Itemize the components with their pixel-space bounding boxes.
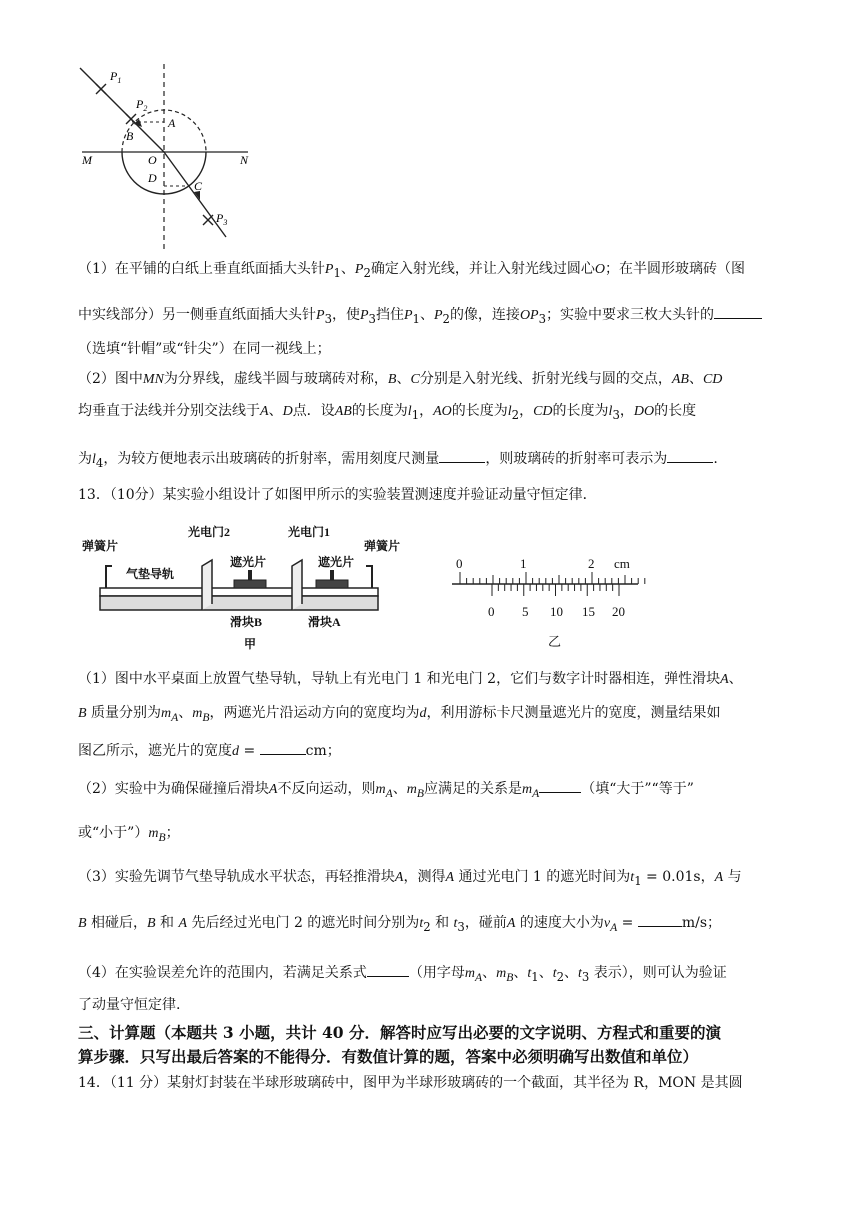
- q12-part1-line2: 中实线部分）另一侧垂直纸面插大头针$P_3$，使$P_3$挡住$P_1$、$P_2$的像，连接$OP_3$；实验中要求三枚大头针的: [78, 302, 784, 330]
- svg-text:P2: $P_2$: [136, 97, 148, 113]
- svg-text:遮光片: 遮光片: [230, 555, 267, 569]
- vernier-caliper: [446, 550, 646, 660]
- label-c: C: [194, 179, 203, 193]
- svg-text:0: 0: [488, 604, 495, 619]
- svg-text:5: 5: [522, 604, 529, 619]
- q13-part1-line1: （1）图中水平桌面上放置气垫导轨，导轨上有光电门 1 和光电门 2，它们与数字计时器相连，弹性滑块A、: [78, 671, 743, 687]
- q12-part1-line1: （1）在平铺的白纸上垂直纸面插大头针$P_1$、$P_2$确定入射光线，并让入射光线过圆心O；在半圆形玻璃砖（图: [78, 261, 745, 280]
- svg-text:滑块B: 滑块B: [230, 615, 263, 629]
- svg-text:弹簧片: 弹簧片: [82, 539, 119, 553]
- svg-text:0: 0: [456, 556, 463, 571]
- q13-part4-line2: 了动量守恒定律.: [78, 997, 181, 1013]
- label-b: B: [126, 129, 134, 143]
- section3-heading-line2: 算步骤．只写出最后答案的不能得分．有数值计算的题，答案中必须明确写出数值和单位）: [78, 1047, 699, 1066]
- svg-text:光电门2: 光电门2: [188, 525, 231, 539]
- svg-text:遮光片: 遮光片: [318, 555, 355, 569]
- answer-blank[interactable]: [260, 738, 306, 755]
- svg-text:10: 10: [550, 604, 563, 619]
- label-n: N: [240, 153, 249, 167]
- svg-text:2: 2: [588, 556, 595, 571]
- label-d: D: [148, 171, 157, 185]
- q14-line1: 14．（11 分）某射灯封装在半球形玻璃砖中，图甲为半球形玻璃砖的一个截面，其半径为 R，MON 是其圆: [78, 1075, 743, 1091]
- svg-text:20: 20: [612, 604, 625, 619]
- q13-title: 13．（10分）某实验小组设计了如图甲所示的实验装置测速度并验证动量守恒定律．: [78, 487, 597, 503]
- svg-text:15: 15: [582, 604, 595, 619]
- q12-part2-line3: 为$l_4$，为较方便地表示出玻璃砖的折射率，需用刻度尺测量 ，则玻璃砖的折射率可表示为 .: [78, 446, 784, 474]
- q12-part1-line3: （选填“针帽”或“针尖”）在同一视线上；: [78, 341, 331, 357]
- label-o: O: [148, 153, 157, 167]
- svg-text:乙: 乙: [548, 634, 562, 649]
- answer-blank[interactable]: [667, 446, 713, 463]
- label-a: A: [168, 116, 176, 130]
- svg-text:弹簧片: 弹簧片: [364, 539, 400, 553]
- svg-text:P1: $P_1$: [110, 69, 122, 85]
- q13-part4-line1: （4）在实验误差允许的范围内，若满足关系式 （用字母$m_A$、$m_B$、$t_1$、$t_2$、$t_3$ 表示），则可认为验证: [78, 960, 784, 989]
- svg-text:气垫导轨: 气垫导轨: [126, 567, 175, 581]
- svg-text:甲: 甲: [244, 637, 257, 651]
- q13-part2-line1: （2）实验中为确保碰撞后滑块A不反向运动，则$m_A$、$m_B$应满足的关系是$m_A$ （填“大于”“等于”: [78, 776, 784, 805]
- refraction-diagram: [76, 62, 256, 252]
- airtrack-diagram: [80, 516, 400, 656]
- answer-blank[interactable]: [714, 302, 762, 319]
- answer-blank[interactable]: [539, 776, 581, 793]
- svg-text:1: 1: [520, 556, 527, 571]
- svg-text:cm: cm: [614, 556, 630, 571]
- svg-text:滑块A: 滑块A: [308, 615, 341, 629]
- svg-text:光电门1: 光电门1: [288, 525, 331, 539]
- q13-part3-line1: （3）实验先调节气垫导轨成水平状态，再轻推滑块A，测得A 通过光电门 1 的遮光时间为$t_1 = 0.01s$，A 与: [78, 869, 742, 888]
- answer-blank[interactable]: [439, 446, 485, 463]
- q13-part1-line2: B 质量分别为$m_A$、$m_B$，两遮光片沿运动方向的宽度均为d，利用游标卡尺测量遮光片的宽度，测量结果如: [78, 705, 721, 724]
- svg-text:P3: $P_3$: [216, 211, 228, 227]
- label-m: M: [82, 153, 92, 167]
- q12-part2-line1: （2）图中MN为分界线，虚线半圆与玻璃砖对称，B、C分别是入射光线、折射光线与圆的交点，AB、CD: [78, 371, 723, 387]
- q13-part1-line3: 图乙所示，遮光片的宽度d = cm；: [78, 738, 784, 763]
- q13-part3-line2: B 相碰后，B 和 A 先后经过光电门 2 的遮光时间分别为$t_2$ 和 $t_3$，碰前A 的速度大小为$v_A = m/s$；: [78, 910, 784, 939]
- answer-blank[interactable]: [638, 910, 682, 927]
- section3-heading-line1: 三、计算题（本题共 3 小题，共计 40 分．解答时应写出必要的文字说明、方程式和重要的演: [78, 1023, 721, 1042]
- q13-part2-line2: 或“小于$”)m_B$；: [78, 825, 180, 844]
- answer-blank[interactable]: [367, 960, 409, 977]
- q12-part2-line2: 均垂直于法线并分别交法线于A、D点．设AB的长度为$l_1$，AO的长度为$l_2$，CD的长度为$l_3$，DO的长度: [78, 403, 697, 422]
